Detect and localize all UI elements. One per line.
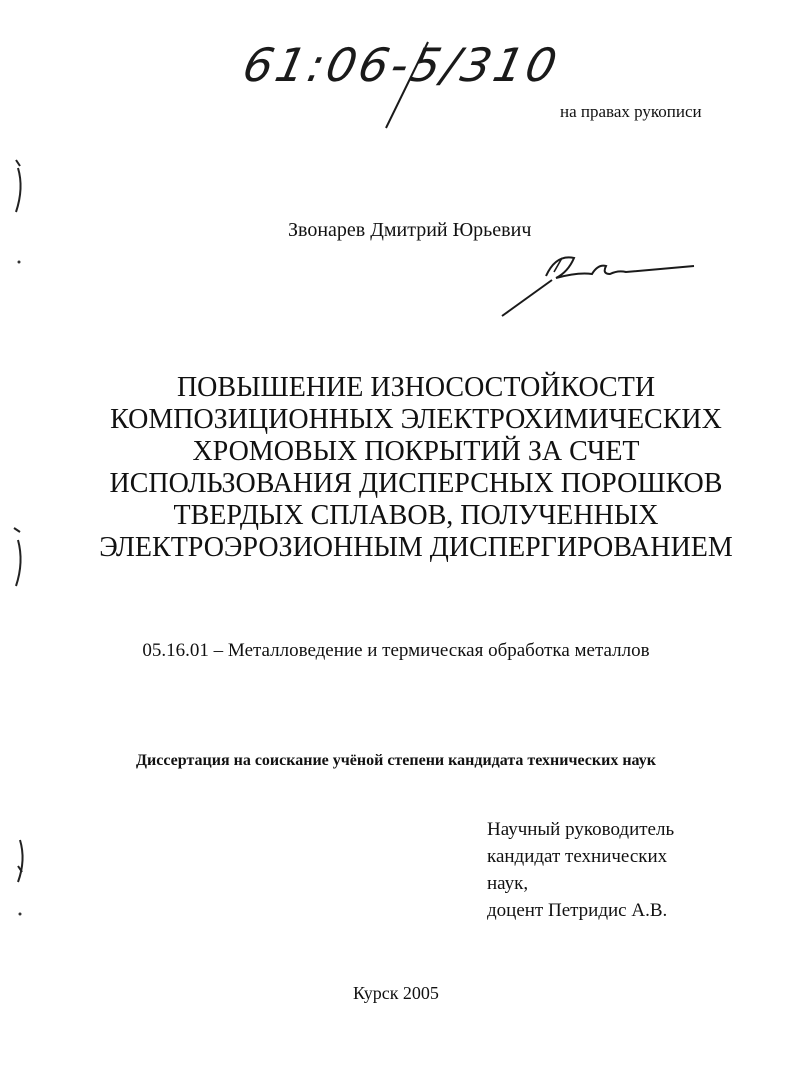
- binding-marks: [0, 0, 40, 1088]
- author-signature: [494, 236, 704, 326]
- supervisor-line: кандидат технических: [487, 846, 668, 867]
- supervisor-line: наук,: [487, 873, 529, 894]
- title-line: ХРОМОВЫХ ПОКРЫТИЙ ЗА СЧЕТ: [192, 436, 640, 467]
- city-year: Курск 2005: [353, 983, 439, 1003]
- title-line: ПОВЫШЕНИЕ ИЗНОСОСТОЙКОСТИ: [176, 372, 656, 403]
- specialty-code: 05.16.01 – Металловедение и термическая обработка металлов: [142, 640, 650, 661]
- degree-statement: Диссертация на соискание учёной степени кандидата технических наук: [136, 752, 656, 769]
- supervisor-line: доцент Петридис А.В.: [487, 900, 668, 921]
- scientific-supervisor: [487, 816, 674, 924]
- title-line: ЭЛЕКТРОЭРОЗИОННЫМ ДИСПЕРГИРОВАНИЕМ: [99, 532, 733, 563]
- handwritten-archive-code: [238, 34, 565, 134]
- handwritten-code-text: 61:06-5/310: [238, 38, 565, 92]
- supervisor-line: Научный руководитель: [487, 819, 675, 840]
- author-name: Звонарев Дмитрий Юрьевич: [288, 219, 532, 241]
- title-line: ТВЕРДЫХ СПЛАВОВ, ПОЛУЧЕННЫХ: [173, 500, 659, 531]
- title-line: КОМПОЗИЦИОННЫХ ЭЛЕКТРОХИМИЧЕСКИХ: [110, 404, 722, 435]
- dissertation-title: [96, 372, 736, 564]
- manuscript-rights-label: на правах рукописи: [560, 102, 702, 121]
- title-line: ИСПОЛЬЗОВАНИЯ ДИСПЕРСНЫХ ПОРОШКОВ: [109, 468, 723, 499]
